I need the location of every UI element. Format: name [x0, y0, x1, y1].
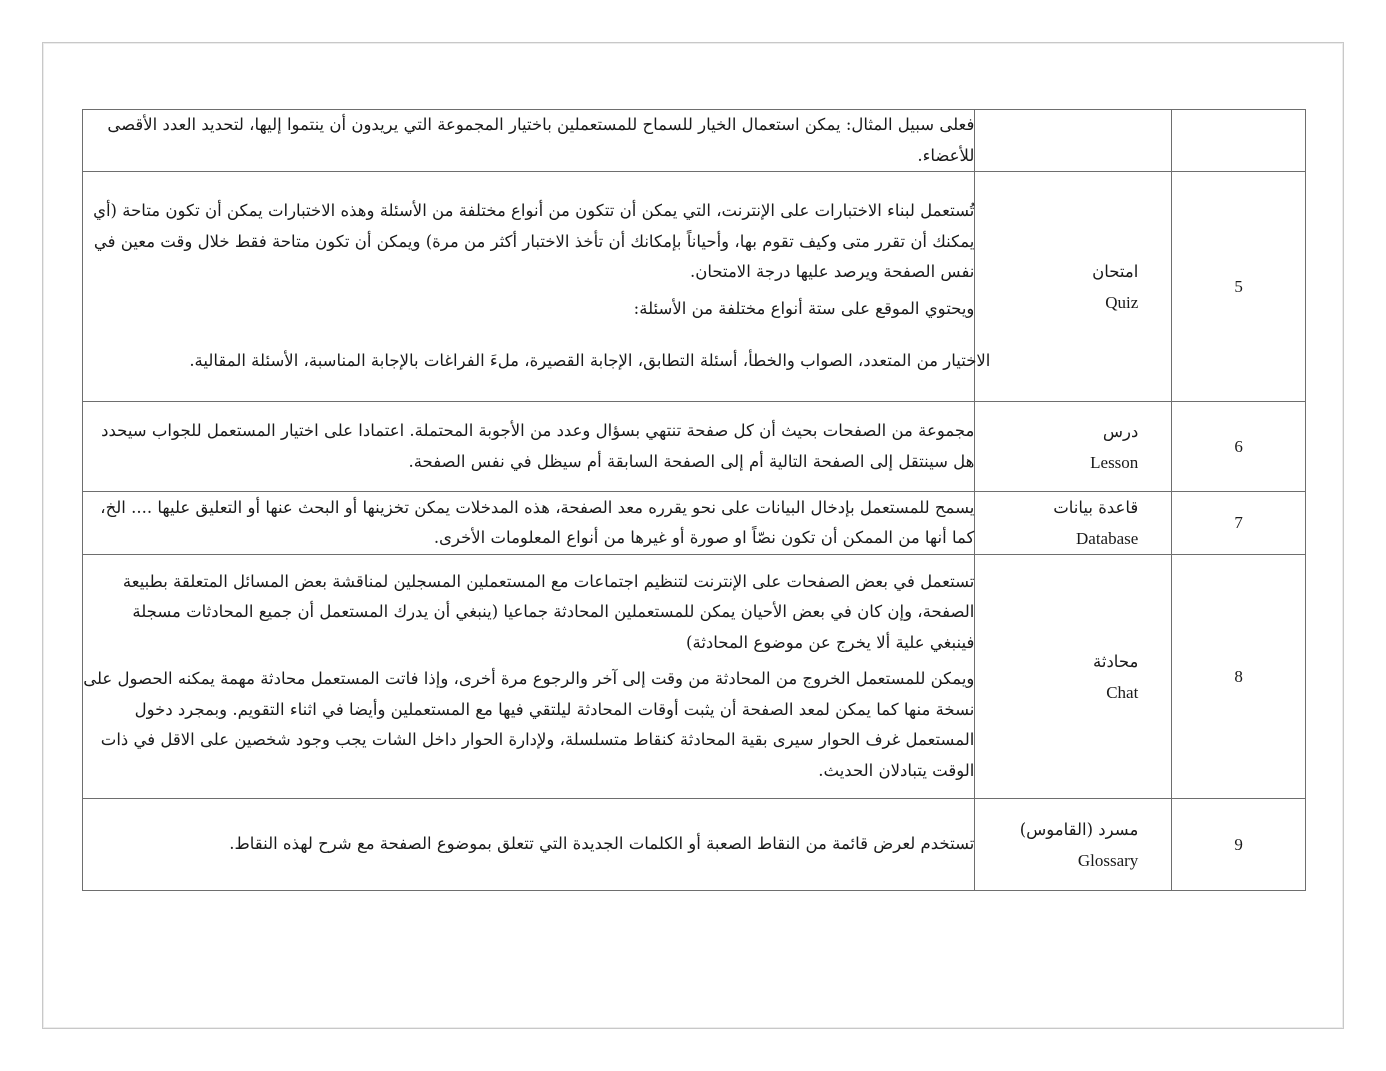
- row-number-cell: 7: [1172, 492, 1306, 555]
- term-arabic: قاعدة بيانات: [1053, 498, 1139, 517]
- description-cell: [83, 799, 975, 891]
- table-row: [83, 492, 1306, 555]
- description-paragraph: يسمح للمستعمل بإدخال البيانات على نحو يقرره معد الصفحة، هذه المدخلات يمكن تخزينها أو البحث عنها أو التعليق عليها .... الخ، كما أنها من الممكن أن تكون نصّاً او صورة أو غيرها من أنواع المعلومات الأخرى.: [100, 497, 975, 547]
- row-number-cell: 8: [1172, 555, 1306, 799]
- term-cell: [975, 799, 1172, 891]
- table-row: [83, 555, 1306, 799]
- term-cell: [975, 555, 1172, 799]
- description-paragraph: الاختيار من المتعدد، الصواب والخطأ، أسئلة التطابق، الإجابة القصيرة، ملءَ الفراغات بالإجابة المناسبة، الأسئلة المقالية.: [189, 351, 991, 371]
- description-cell: [83, 402, 975, 492]
- term-english: Database: [1076, 529, 1139, 548]
- term-cell: [975, 492, 1172, 555]
- term-arabic: درس: [1102, 421, 1139, 441]
- row-number-cell: 6: [1172, 402, 1306, 492]
- row-number-cell: 5: [1172, 172, 1306, 402]
- row-number-cell: [1172, 110, 1306, 172]
- term-english: Lesson: [1090, 452, 1139, 472]
- term-english: Quiz: [1105, 292, 1139, 312]
- description-cell: [83, 172, 991, 402]
- description-cell: [83, 110, 975, 172]
- term-arabic: امتحان: [1092, 261, 1139, 281]
- term-arabic: مسرد (القاموس): [1019, 819, 1139, 839]
- term-cell: [975, 402, 1172, 492]
- term-cell: [975, 172, 1172, 402]
- term-english: Chat: [1106, 682, 1139, 702]
- description-paragraph: تستخدم لعرض قائمة من النقاط الصعبة أو الكلمات الجديدة التي تتعلق بموضوع الصفحة مع شرح لهذه النقاط.: [229, 834, 975, 854]
- description-paragraph: مجموعة من الصفحات بحيث أن كل صفحة تنتهي بسؤال وعدد من الأجوبة المحتملة. اعتمادا على اختيار المستعمل للجواب سيحدد هل سينتقل إلى الصفحة التالية أم إلى الصفحة السابقة أم سيظل في نفس الصفحة.: [101, 421, 975, 471]
- table-row: [83, 172, 1306, 402]
- description-paragraph: ويمكن للمستعمل الخروج من المحادثة من وقت إلى آخر والرجوع مرة أخرى، وإذا فاتت المستعمل محادثة مهمة يمكنه الحصول على نسخة منها كما يمكن لمعد الصفحة أن يثبت أوقات المحادثة ليلتقي فيها مع المستعملين وأيضا في اثناء التقويم. وبمجرد دخول المستعمل غرف الحوار سيرى بقية المحادثة كنقاط متسلسلة، ولإدارة الحوار داخل الشات يجب وجود شخصين على الاقل في ذات الوقت يتبادلان الحديث.: [83, 669, 975, 780]
- description-paragraph: تستعمل في بعض الصفحات على الإنترنت لتنظيم اجتماعات مع المستعملين المسجلين لمناقشة بعض المسائل المتعلقة بطبيعة الصفحة، وإن كان في بعض الأحيان يمكن للمستعملين المحادثة جماعيا (ينبغي أن يدرك المستعمل أن جميع المحادثات مسجلة فينبغي علية ألا يخرج عن موضوع المحادثة): [122, 571, 975, 652]
- description-cell: [83, 492, 975, 555]
- glossary-table: [82, 109, 1306, 891]
- table-row: [83, 402, 1306, 492]
- row-number-cell: 9: [1172, 799, 1306, 891]
- table-row: [83, 799, 1306, 891]
- description-paragraph: فعلى سبيل المثال: يمكن استعمال الخيار للسماح للمستعملين باختيار المجموعة التي يريدون أن ينتموا إليها، لتحديد العدد الأقصى للأعضاء.: [107, 115, 975, 165]
- description-paragraph: تُستعمل لبناء الاختبارات على الإنترنت، التي يمكن أن تتكون من أنواع مختلفة من الأسئلة وهذه الاختبارات يمكن أن تكون متاحة (أي يمكنك أن تقرر متى وكيف تقوم بها، وأحياناً بإمكانك أن تأخذ الاختبار أكثر من مرة) ويمكن أن تكون متاحة فقط خلال وقت معين في نفس الصفحة ويرصد عليها درجة الامتحان.: [93, 201, 975, 282]
- term-cell: [975, 110, 1172, 172]
- term-arabic: محادثة: [1093, 651, 1139, 671]
- description-paragraph: ويحتوي الموقع على ستة أنواع مختلفة من الأسئلة:: [633, 298, 975, 318]
- table-row: [83, 110, 1306, 172]
- term-english: Glossary: [1077, 850, 1139, 870]
- description-cell: [83, 555, 975, 799]
